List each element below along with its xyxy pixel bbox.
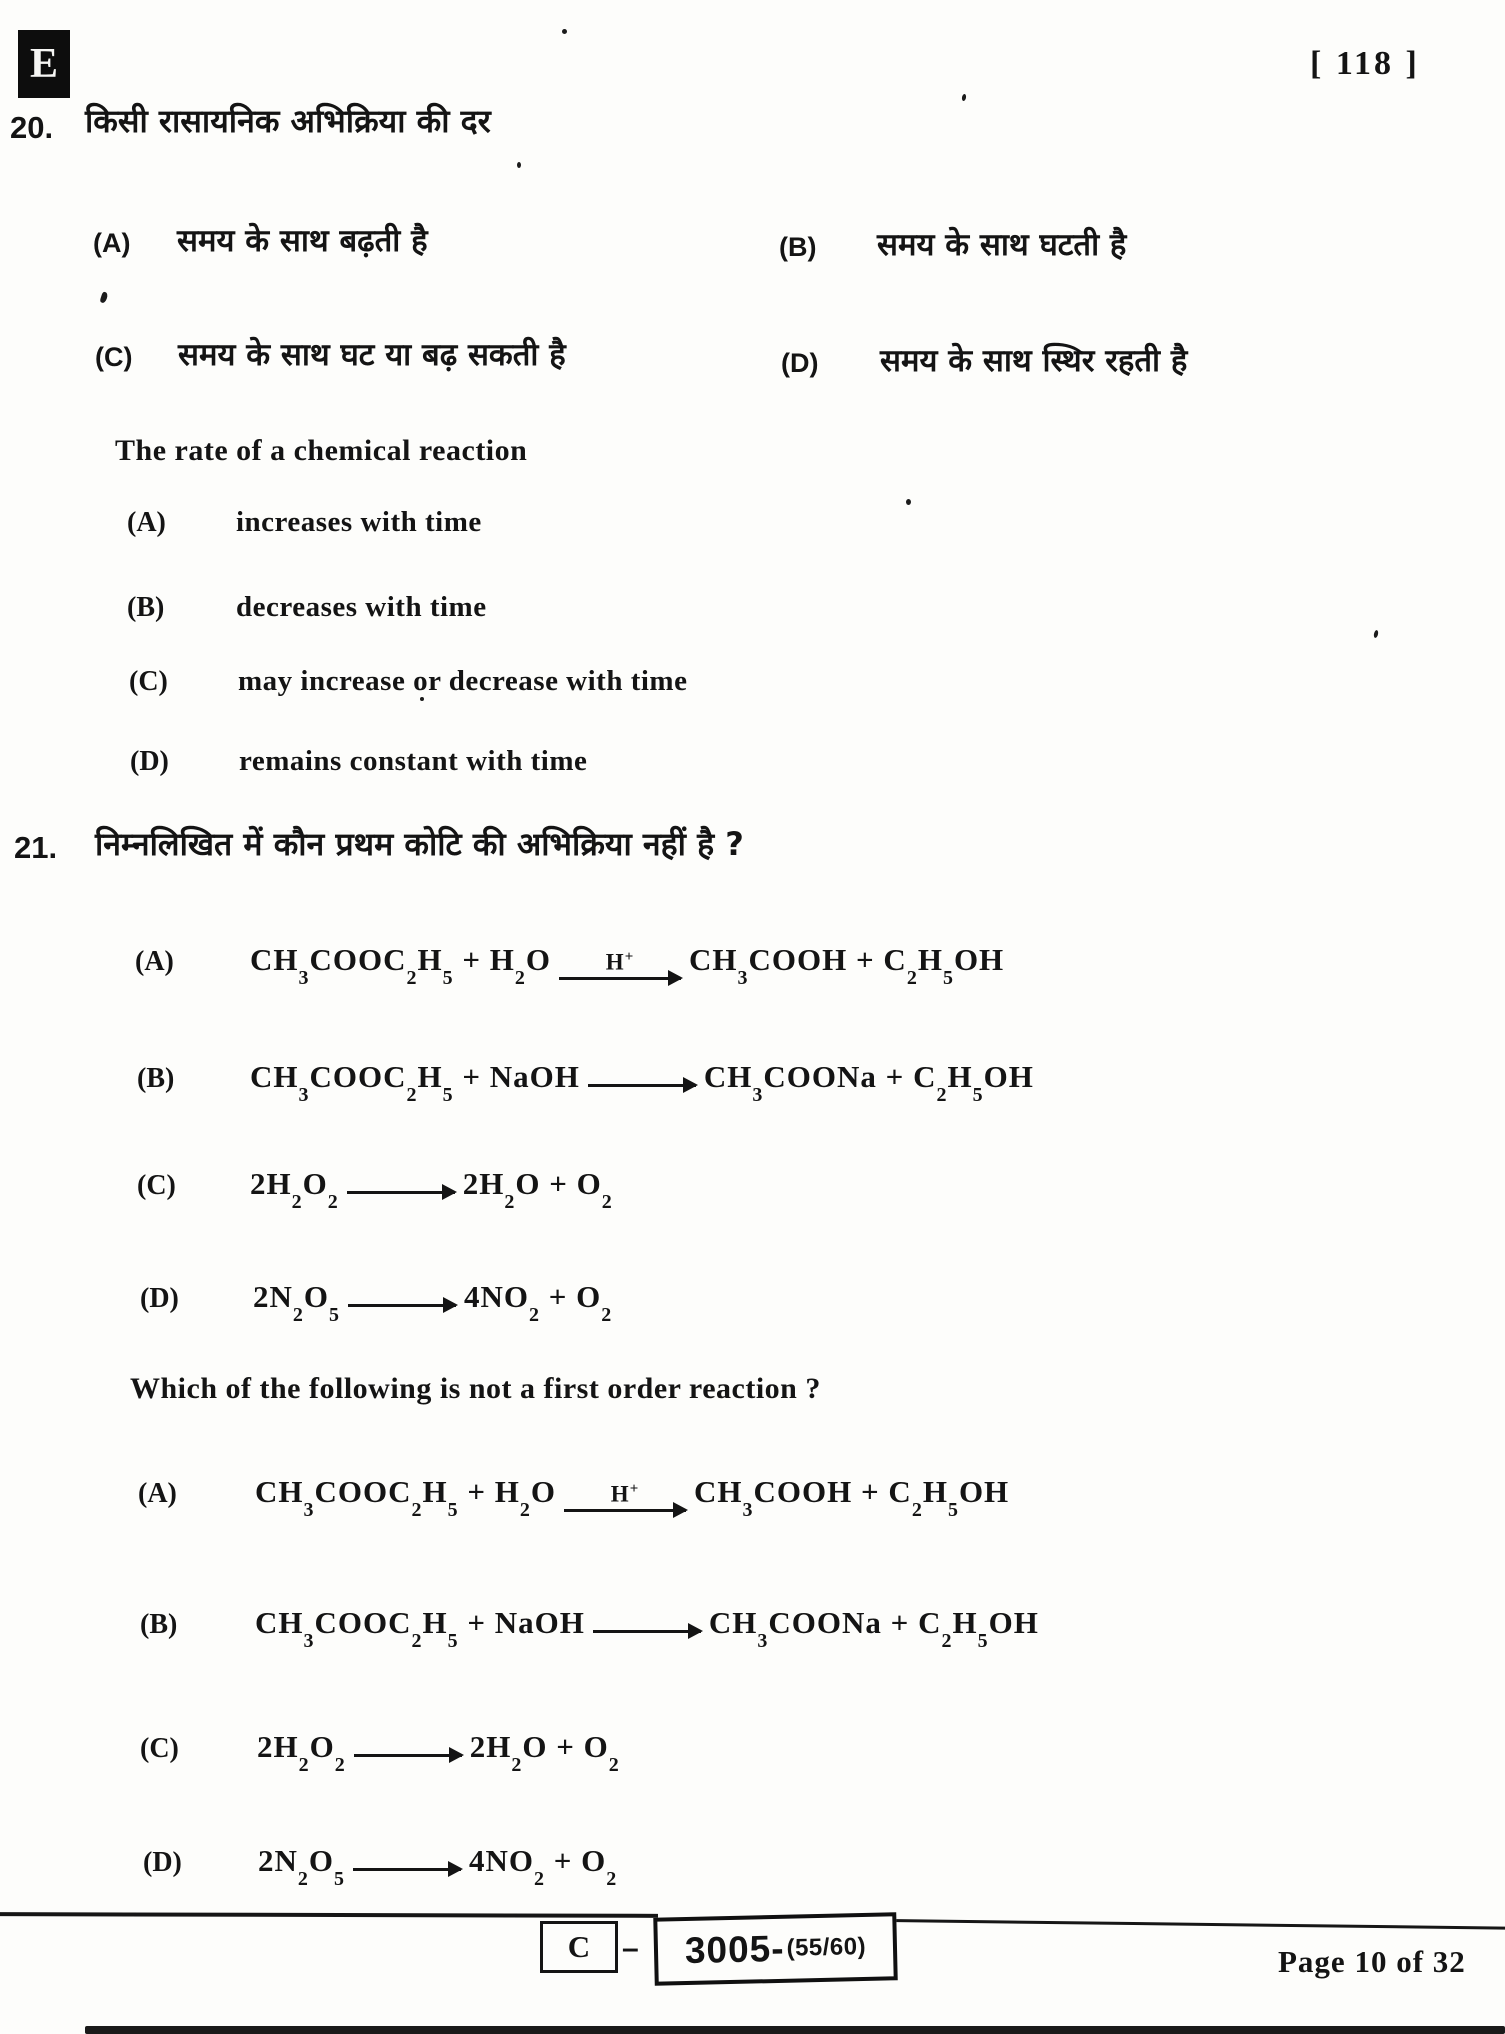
- q20-number: 20.: [10, 110, 54, 145]
- q20-option-a-hindi: [93, 224, 428, 260]
- q21-equation-d-english-block: [143, 1843, 618, 1891]
- reaction-arrow: [354, 1754, 462, 1766]
- option-label: (B): [779, 232, 817, 262]
- booklet-number: 3005-: [684, 1927, 785, 1971]
- reaction-arrow: [353, 1868, 461, 1880]
- equation-formula: $2H_2O_2$ $2H_2O + O_2$: [250, 1166, 613, 1214]
- set-code: C: [567, 1929, 591, 1965]
- q20-question-hindi: किसी रासायनिक अभिक्रिया की दर: [85, 102, 491, 140]
- footer-rule-right: [885, 1919, 1505, 1930]
- option-text: समय के साथ बढ़ती है: [177, 223, 428, 259]
- q21-equation-a: [135, 942, 1005, 990]
- option-text: समय के साथ घट या बढ़ सकती है: [178, 337, 566, 373]
- equation-formula: $2N_2O_5$ $4NO_2 + O_2$: [253, 1279, 613, 1327]
- equation-formula: $CH_3COOC_2H_5$ + NaOH $CH_3COONa + C_2H_5OH$: [255, 1605, 1039, 1653]
- equation-formula: $CH_3COOC_2H_5 + H_2O$ H+ $CH_3COOH + C_2H_5OH$: [255, 1474, 1010, 1522]
- option-text: समय के साथ घटती है: [877, 227, 1127, 263]
- equation-label: (D): [140, 1283, 179, 1314]
- q21-equation-b-english-block: [140, 1605, 1039, 1653]
- equation-label: (B): [137, 1063, 175, 1094]
- reaction-arrow: [588, 1084, 696, 1096]
- arrow-shaft: [348, 1304, 456, 1307]
- q21-equation-c: [137, 1166, 613, 1214]
- equation-formula: $2H_2O_2$ $2H_2O + O_2$: [257, 1729, 620, 1777]
- q20-option-d-english: [130, 745, 587, 778]
- q21-question-hindi: निम्नलिखित में कौन प्रथम कोटि की अभिक्रिया नहीं है ?: [95, 825, 744, 863]
- option-label: (D): [781, 348, 819, 378]
- option-label: (C): [95, 342, 133, 372]
- equation-formula: $2N_2O_5$ $4NO_2 + O_2$: [258, 1843, 618, 1891]
- equation-label: (A): [135, 946, 174, 977]
- arrow-shaft: [588, 1084, 696, 1087]
- scan-speck: [99, 291, 108, 303]
- equation-label: (C): [140, 1733, 179, 1764]
- arrow-shaft: [347, 1191, 455, 1194]
- equation-label: (C): [137, 1170, 176, 1201]
- scan-speck: [420, 697, 424, 701]
- q20-option-b-english: [127, 591, 487, 624]
- page-number-header: [ 118 ]: [1310, 45, 1420, 82]
- reaction-arrow: [348, 1304, 456, 1316]
- q20-option-c-english: [129, 665, 687, 698]
- footer-dash: –: [622, 1932, 639, 1965]
- q21-equation-b: [137, 1059, 1034, 1107]
- scan-speck: [961, 94, 966, 102]
- page-indicator: Page 10 of 32: [1278, 1944, 1466, 1979]
- q21-equation-d: [140, 1279, 613, 1327]
- q21-question-english: Which of the following is not a first order reaction ?: [130, 1372, 821, 1405]
- q20-option-a-english: [127, 506, 482, 539]
- q20-option-b-hindi: [779, 228, 1126, 264]
- option-text: remains constant with time: [239, 745, 588, 777]
- equation-label: (A): [138, 1478, 177, 1509]
- q21-equation-c-english-block: [140, 1729, 620, 1777]
- reaction-arrow-catalyst: [559, 950, 681, 980]
- edition-badge: [18, 30, 70, 98]
- q20-question-english: The rate of a chemical reaction: [115, 434, 528, 467]
- q20-option-d-hindi: [781, 344, 1187, 380]
- q21-equation-a-english-block: [138, 1474, 1010, 1522]
- set-code-box: [540, 1921, 618, 1973]
- option-text: समय के साथ स्थिर रहती है: [880, 343, 1188, 379]
- option-text: may increase or decrease with time: [238, 665, 688, 697]
- option-label: (A): [127, 507, 166, 538]
- reaction-arrow: [347, 1191, 455, 1203]
- equation-label: (B): [140, 1609, 178, 1640]
- arrow-shaft: [564, 1509, 686, 1512]
- option-label: (C): [129, 666, 168, 697]
- scan-speck: [1373, 630, 1379, 639]
- equation-formula: $CH_3COOC_2H_5$ + NaOH $CH_3COONa + C_2H_5OH$: [250, 1059, 1034, 1107]
- option-label: (B): [127, 592, 165, 623]
- scan-speck: [517, 162, 521, 168]
- q21-number: 21.: [14, 830, 58, 865]
- edition-letter: E: [29, 40, 58, 87]
- arrow-catalyst-label: H+: [610, 1481, 640, 1507]
- option-label: (A): [93, 228, 131, 258]
- arrow-shaft: [353, 1868, 461, 1871]
- bottom-scan-edge: [85, 2026, 1505, 2034]
- q20-option-c-hindi: [95, 338, 566, 374]
- scan-speck: [562, 29, 567, 34]
- booklet-code-box: [653, 1912, 897, 1985]
- footer-rule-left: [0, 1912, 658, 1918]
- booklet-suffix: (55/60): [786, 1933, 867, 1962]
- arrow-shaft: [559, 977, 681, 980]
- arrow-shaft: [593, 1630, 701, 1633]
- arrow-shaft: [354, 1754, 462, 1757]
- equation-label: (D): [143, 1847, 182, 1878]
- arrow-catalyst-label: H+: [605, 949, 635, 975]
- option-text: increases with time: [236, 506, 482, 538]
- reaction-arrow: [593, 1630, 701, 1642]
- equation-formula: $CH_3COOC_2H_5 + H_2O$ H+ $CH_3COOH + C_2H_5OH$: [250, 942, 1005, 990]
- option-label: (D): [130, 746, 169, 777]
- option-text: decreases with time: [236, 591, 487, 623]
- scan-speck: [906, 499, 911, 505]
- reaction-arrow-catalyst: [564, 1482, 686, 1512]
